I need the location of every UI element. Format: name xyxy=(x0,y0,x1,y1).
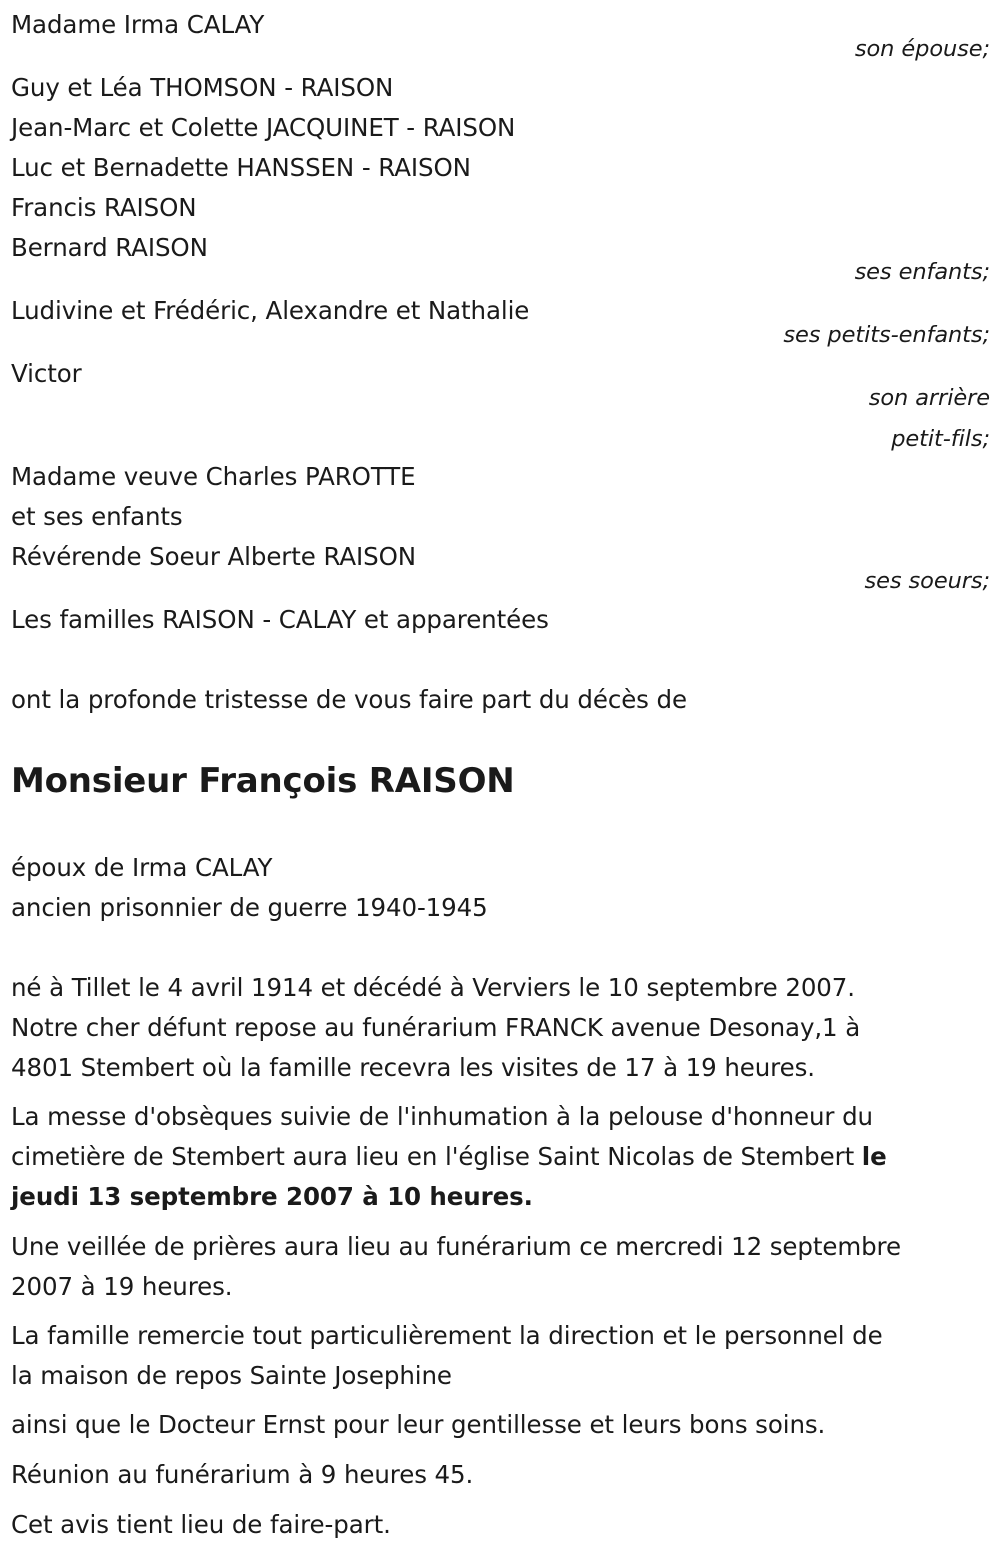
closing-line: Cet avis tient lieu de faire-part. xyxy=(11,1510,391,1539)
sister-name: Madame veuve Charles PAROTTE xyxy=(11,462,416,491)
visits-line: 4801 Stembert où la famille recevra les visites de 17 à 19 heures. xyxy=(11,1053,815,1082)
mass-location: cimetière de Stembert aura lieu en l'église Saint Nicolas de Stembert xyxy=(11,1142,862,1171)
birth-death-line: né à Tillet le 4 avril 1914 et décédé à Verviers le 10 septembre 2007. xyxy=(11,973,855,1002)
children-role: ses enfants; xyxy=(854,259,990,285)
spouse-role: son épouse; xyxy=(854,36,990,62)
spouse-name: Madame Irma CALAY xyxy=(11,10,265,39)
thanks-doctor-line: ainsi que le Docteur Ernst pour leur gentillesse et leurs bons soins. xyxy=(11,1410,826,1439)
sister-name: et ses enfants xyxy=(11,502,183,531)
great-grandchild-name: Victor xyxy=(11,359,82,388)
sister-name: Révérende Soeur Alberte RAISON xyxy=(11,542,417,571)
grandchildren-role: ses petits-enfants; xyxy=(783,322,990,348)
vigil-line-1: Une veillée de prières aura lieu au funérarium ce mercredi 12 septembre xyxy=(11,1232,901,1261)
grandchildren-names: Ludivine et Frédéric, Alexandre et Nathalie xyxy=(11,296,530,325)
meeting-line: Réunion au funérarium à 9 heures 45. xyxy=(11,1460,474,1489)
thanks-line-2: la maison de repos Sainte Josephine xyxy=(11,1361,452,1390)
mass-date-start: le xyxy=(861,1142,887,1171)
thanks-line-1: La famille remercie tout particulièrement la direction et le personnel de xyxy=(11,1321,883,1350)
deceased-detail-pow: ancien prisonnier de guerre 1940-1945 xyxy=(11,893,488,922)
deceased-name: Monsieur François RAISON xyxy=(11,761,515,801)
child-name: Bernard RAISON xyxy=(11,233,208,262)
child-name: Jean-Marc et Colette JACQUINET - RAISON xyxy=(11,113,516,142)
mass-line-1: La messe d'obsèques suivie de l'inhumation à la pelouse d'honneur du xyxy=(11,1102,873,1131)
child-name: Francis RAISON xyxy=(11,193,197,222)
announcement-text: ont la profonde tristesse de vous faire part du décès de xyxy=(11,685,687,714)
child-name: Luc et Bernadette HANSSEN - RAISON xyxy=(11,153,471,182)
mass-date: jeudi 13 septembre 2007 à 10 heures. xyxy=(11,1182,533,1211)
great-grandchild-role-line1: son arrière xyxy=(868,385,990,411)
deceased-detail-spouse: époux de Irma CALAY xyxy=(11,853,273,882)
sisters-role: ses soeurs; xyxy=(864,568,990,594)
repose-line: Notre cher défunt repose au funérarium FRANCK avenue Desonay,1 à xyxy=(11,1013,861,1042)
great-grandchild-role-line2: petit-fils; xyxy=(891,426,990,452)
relatives-line: Les familles RAISON - CALAY et apparentées xyxy=(11,605,549,634)
vigil-line-2: 2007 à 19 heures. xyxy=(11,1272,233,1301)
child-name: Guy et Léa THOMSON - RAISON xyxy=(11,73,394,102)
mass-line-2 xyxy=(11,1142,887,1172)
